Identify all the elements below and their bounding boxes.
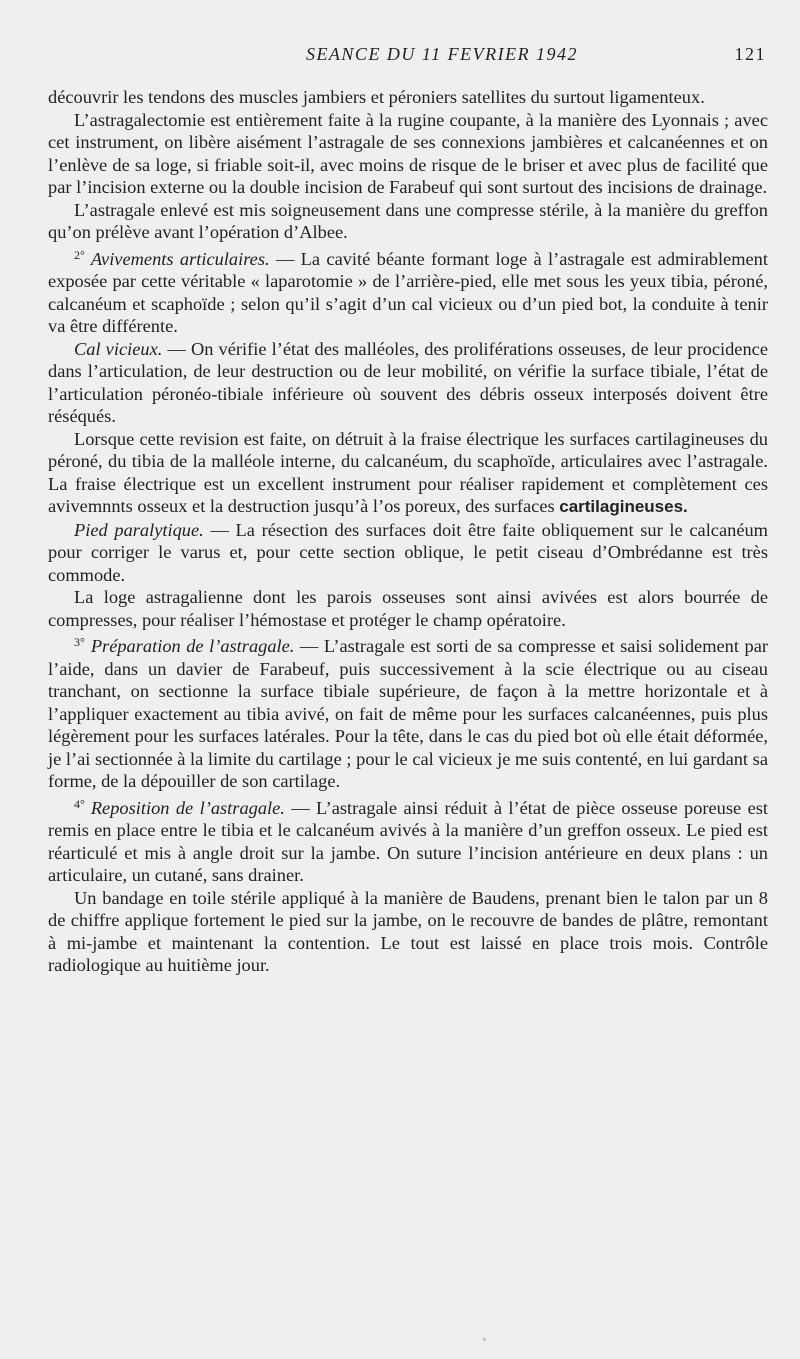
- subsection-text: — La résection des surfaces doit être faite obliquement sur le calcanéum pour corriger le varus et, pour cette section oblique, le petit ciseau d’Ombrédanne est très commode.: [48, 519, 768, 585]
- bold-word: cartilagineuses.: [559, 497, 688, 516]
- paragraph-astragalus-removed: L’astragale enlevé est mis soigneusement dans une compresse stérile, à la manière du greffon qu’on prélève avant l’opération d’Albee.: [48, 199, 768, 242]
- subsection-text: — On vérifie l’état des malléoles, des proliférations osseuses, de leur procidence dans l’articulation, de leur destruction ou de leur mobilité, on vérifie la surface tibiale, l’état de l’articulation péronéo-tibiale inférieure où souvent des débris osseux interposés doivent être réséqués.: [48, 338, 768, 426]
- paragraph-astragalus-preparation: [48, 631, 768, 793]
- paragraph-astragalectomy-technique: L’astragalectomie est entièrement faite à la rugine coupante, à la manière des Lyonnais ; avec cet instrument, on libère aisément l’astragale de ses connexions jambières et calcanéennes et on l’enlève de sa loge, si friable soit-il, avec moins de risque de le briser et avec plus de facilité que par l’incision externe ou la double incision de Farabeuf qui sont surtout des incisions de drainage.: [48, 109, 768, 197]
- session-date-title: SEANCE DU 11 FEVRIER 1942: [305, 44, 579, 64]
- section-heading: Avivements articulaires.: [90, 248, 270, 269]
- section-text: — La cavité béante formant loge à l’astragale est admirablement exposée par cette véritable « laparotomie » de l’arrière-pied, elle met sous les yeux tibia, péroné, calcanéum et scaphoïde ; selon qu’il s’agit d’un cal vicieux ou d’un pied bot, la conduite à tenir va être différente.: [48, 248, 768, 336]
- section-heading: Reposition de l’astragale.: [90, 797, 285, 818]
- article-body: [48, 86, 768, 977]
- section-heading: Préparation de l’astragale.: [90, 636, 295, 656]
- section-text: — L’astragale ainsi réduit à l’état de pièce osseuse poreuse est remis en place entre le tibia et le calcanéum avivés à la manière d’un greffon osseux. Le pied est réarticulé et mis à angle droit sur la jambe. On suture l’incision antérieure en deux plans : un articulaire, un cutané, sans drainer.: [48, 797, 768, 885]
- paragraph-opening-continuation: découvrir les tendons des muscles jambiers et péroniers satellites du surtout ligamenteux.: [48, 87, 705, 107]
- section-number: 3°: [74, 635, 85, 649]
- running-header: [48, 44, 766, 68]
- paragraph-astragalian-lodge: La loge astragalienne dont les parois osseuses sont ainsi avivées est alors bourrée de compresses, pour réaliser l’hémostase et protéger le champ opératoire.: [48, 587, 768, 630]
- scan-speck: [483, 1338, 486, 1341]
- paragraph-bandage: Un bandage en toile stérile appliqué à la manière de Baudens, prenant bien le talon par un 8 de chiffre applique fortement le pied sur la jambe, on le recouvre de bandes de plâtre, remontant à mi-jambe et maintenant la contention. Le tout est laissé en place trois mois. Contrôle radiologique au huitième jour.: [48, 887, 768, 975]
- paragraph-text: Lorsque cette revision est faite, on détruit à la fraise électrique les surfaces cartilagineuses du péroné, du tibia de la malléole interne, du calcanéum, du scaphoïde, articulaires avec l’astragale. La fraise électrique est un excellent instrument pour réaliser rapidement et complètement ces avivemnnts osseux et la destruction jusqu’à l’os poreux, des surfaces: [48, 428, 768, 516]
- subsection-heading: Cal vicieux.: [74, 338, 163, 359]
- paragraph-paralytic-foot: [48, 519, 768, 587]
- paragraph-articular-avivements: [48, 244, 768, 338]
- paragraph-cal-vicieux: [48, 338, 768, 428]
- paragraph-astragalus-reposition: [48, 793, 768, 887]
- section-number: 2°: [74, 247, 85, 262]
- page-number: 121: [734, 44, 766, 64]
- subsection-heading: Pied paralytique.: [74, 519, 204, 540]
- section-text: — L’astragale est sorti de sa compresse et saisi solidement par l’aide, dans un davier de Farabeuf, puis successivement à la scie électrique ou au ciseau tranchant, on sectionne la surface tibiale supérieure, de façon à la mettre horizontale et à l’appliquer exactement au tibia avivé, on fait de même pour les surfaces calcanéennes, puis plus légèrement pour les surfaces latérales. Pour la tête, dans le cas du pied bot où elle était déformée, je l’ai sectionnée à la limite du cartilage ; pour le cal vicieux je me suis contenté, en lui gardant sa forme, de la dépouiller de son cartilage.: [48, 636, 768, 791]
- section-number: 4°: [74, 796, 85, 811]
- paragraph-electric-burr: [48, 428, 768, 519]
